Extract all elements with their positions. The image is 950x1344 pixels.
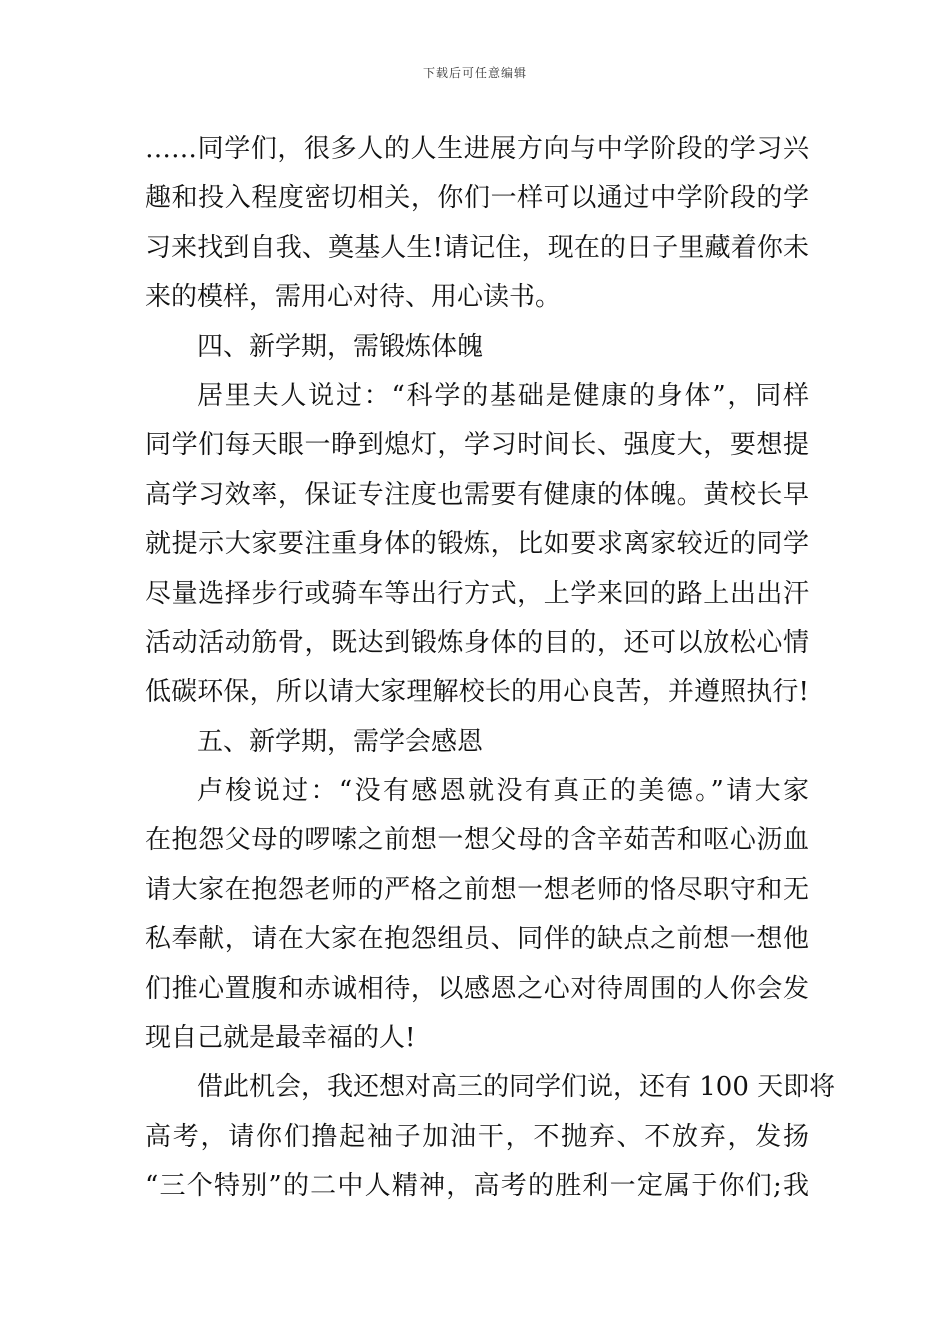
body-text-line: 趣和投入程度密切相关，你们一样可以通过中学阶段的学 [145, 183, 809, 214]
body-text-line: 在抱怨父母的啰嗦之前想一想父母的含辛茹苦和呕心沥血 [145, 825, 809, 856]
body-text-line: 私奉献，请在大家在抱怨组员、同伴的缺点之前想一想他 [145, 924, 809, 955]
document-body [145, 125, 836, 1212]
body-text-line: ……同学们，很多人的人生进展方向与中学阶段的学习兴 [145, 134, 809, 164]
body-text-line: 们推心置腹和赤诚相待，以感恩之心对待周围的人你会发 [145, 973, 809, 1004]
body-text-line: 五、新学期，需学会感恩 [197, 726, 484, 757]
body-text-line: 居里夫人说过：“科学的基础是健康的身体”，同样 [197, 380, 809, 411]
body-text-line: 四、新学期，需锻炼体魄 [197, 331, 484, 362]
body-text-line: 高学习效率，保证专注度也需要有健康的体魄。黄校长早 [145, 479, 809, 510]
page-header-note: 下载后可任意编辑 [422, 66, 527, 80]
body-text-line: 同学们每天眼一睁到熄灯，学习时间长、强度大，要想提 [145, 430, 809, 461]
body-text-line: 现自己就是最幸福的人! [145, 1023, 416, 1054]
body-text-line: “三个特别”的二中人精神，高考的胜利一定属于你们;我 [145, 1171, 809, 1202]
body-text-line: 借此机会，我还想对高三的同学们说，还有 100 天即将 [197, 1072, 836, 1103]
body-text-line: 来的模样，需用心对待、用心读书。 [145, 282, 562, 313]
body-text-line: 低碳环保，所以请大家理解校长的用心良苦，并遵照执行! [145, 677, 809, 708]
body-text-line: 活动活动筋骨，既达到锻炼身体的目的，还可以放松心情 [145, 627, 809, 658]
body-text-line: 习来找到自我、奠基人生!请记住，现在的日子里藏着你未 [145, 232, 809, 263]
body-text-line: 高考，请你们撸起袖子加油干，不抛弃、不放弃，发扬 [145, 1121, 809, 1152]
body-text-line: 尽量选择步行或骑车等出行方式，上学来回的路上出出汗 [145, 578, 809, 609]
body-text-line: 卢梭说过：“没有感恩就没有真正的美德。”请大家 [197, 776, 809, 807]
body-text-line: 请大家在抱怨老师的严格之前想一想老师的恪尽职守和无 [145, 874, 809, 905]
body-text-line: 就提示大家要注重身体的锻炼，比如要求离家较近的同学 [145, 529, 809, 560]
